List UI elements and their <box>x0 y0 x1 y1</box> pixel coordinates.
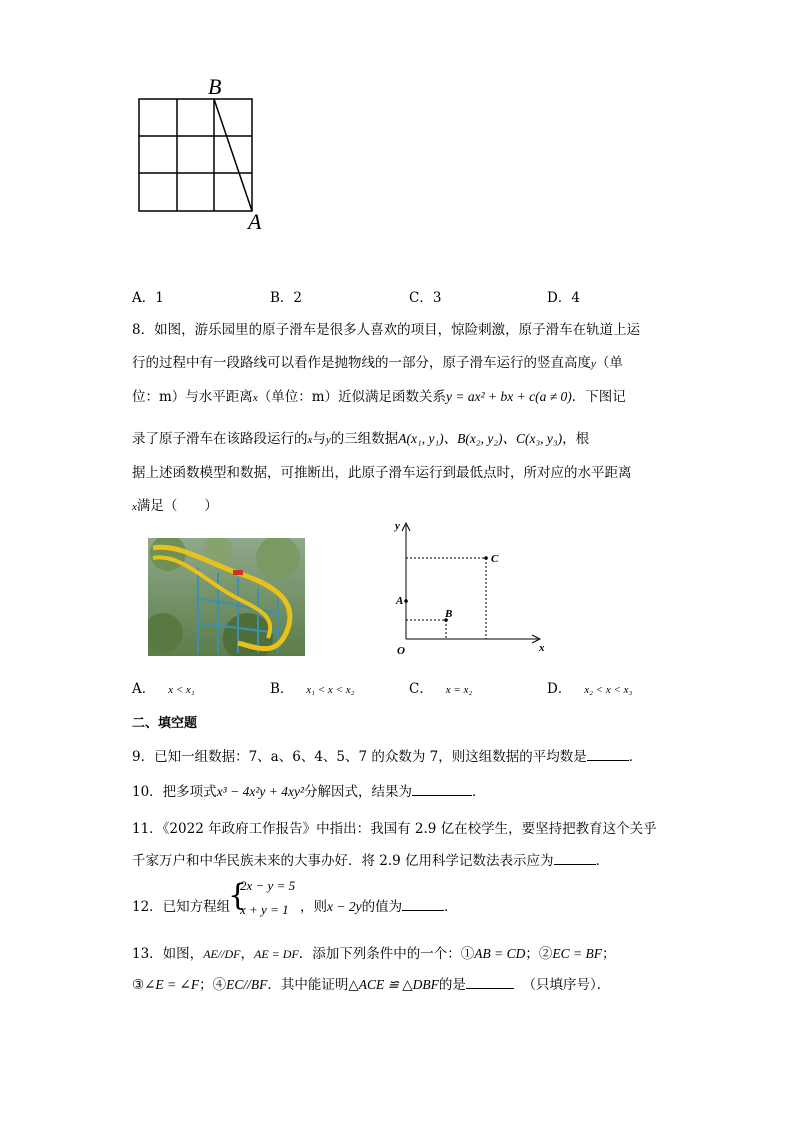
q8-line-3: 位：m）与水平距离x（单位：m）近似满足函数关系y = ax² + bx + c(a ≠ 0)．下图记 <box>132 389 626 405</box>
answer-blank <box>466 976 514 989</box>
q11-line-1: 11．《2022 年政府工作报告》中指出：我国有 2.9 亿在校学生，要坚持把教育这个关乎 <box>132 821 657 837</box>
q8-line-1: 8．如图，游乐园里的原子滑车是很多人喜欢的项目，惊险刺激，原子滑车在轨道上运 <box>132 322 641 338</box>
answer-blank <box>402 898 444 911</box>
q13-line-1: 13．如图，AE//DF，AE = DF．添加下列条件中的一个：①AB = CD；②EC = BF； <box>132 946 616 962</box>
answer-blank <box>587 748 629 761</box>
q8-line-5: 据上述函数模型和数据，可推断出，此原子滑车运行到最低点时，所对应的水平距离 <box>132 465 632 481</box>
point-a-marker <box>404 599 408 603</box>
q8-option-c: C． x = x₂ <box>409 681 473 697</box>
q8-coordinate-graph <box>388 515 548 660</box>
q8-option-d: D． x₂ < x < x₃ <box>547 681 633 697</box>
q10-line: 10．把多项式x³ − 4x²y + 4xy²分解因式，结果为 ． <box>132 784 486 800</box>
equation-2: x + y = 1 <box>240 902 289 917</box>
graph-point-c: C <box>491 553 499 565</box>
answer-blank <box>554 852 596 865</box>
q8-line-6: x满足（ ） <box>132 498 218 514</box>
q9-line: 9．已知一组数据：7、a、6、4、5、7 的众数为 7，则这组数据的平均数是 ． <box>132 749 643 765</box>
answer-blank <box>412 783 472 796</box>
x-axis-label: x <box>539 642 545 654</box>
graph-point-b: B <box>445 608 453 620</box>
q7-option-a: A．1 <box>132 290 164 306</box>
data-points: A(x₁, y₁)、B(x₂, y₂)、C(x₃, y₃) <box>398 431 563 446</box>
q7-option-b: B．2 <box>270 290 303 306</box>
roller-coaster-photo <box>148 538 305 656</box>
q12-text-a: 12．已知方程组 <box>132 899 231 915</box>
congruence-statement: △ACE ≌ △DBF <box>348 977 439 992</box>
polynomial: x³ − 4x²y + 4xy² <box>216 784 305 799</box>
section-title: 二、填空题 <box>132 716 198 731</box>
point-label-b: B <box>208 74 222 99</box>
q8-option-a: A． x < x₁ <box>132 681 195 697</box>
q8-line-4: 录了原子滑车在该路段运行的x与y的三组数据A(x₁, y₁)、B(x₂, y₂)、C(x₃, y₃)，根 <box>132 431 590 447</box>
graph-point-a: A <box>396 595 404 607</box>
point-c-marker <box>484 556 488 560</box>
q7-grid-figure <box>130 72 270 237</box>
q7-option-c: C．3 <box>409 290 442 306</box>
point-label-a: A <box>248 209 262 234</box>
origin-label: O <box>397 645 405 657</box>
q12-line-end: ，则x − 2y的值为 ． <box>300 899 458 915</box>
equation-1: 2x − y = 5 <box>240 878 296 893</box>
quadratic-formula: y = ax² + bx + c(a ≠ 0) <box>446 389 572 404</box>
q8-line-2: 行的过程中有一段路线可以看作是抛物线的一部分，原子滑车运行的竖直高度y（单 <box>132 355 623 371</box>
q11-line-2: 千家万户和中华民族未来的大事办好．将 2.9 亿用科学记数法表示应为 ． <box>132 853 610 869</box>
system-brace: { <box>228 878 248 913</box>
y-axis-label: y <box>395 520 400 532</box>
q8-option-b: B． x₁ < x < x₂ <box>270 681 355 697</box>
q13-line-2: ③∠E = ∠F；④EC//BF．其中能证明△ACE ≌ △DBF的是 （只填序号）． <box>132 977 611 993</box>
q7-option-d: D．4 <box>547 290 580 306</box>
